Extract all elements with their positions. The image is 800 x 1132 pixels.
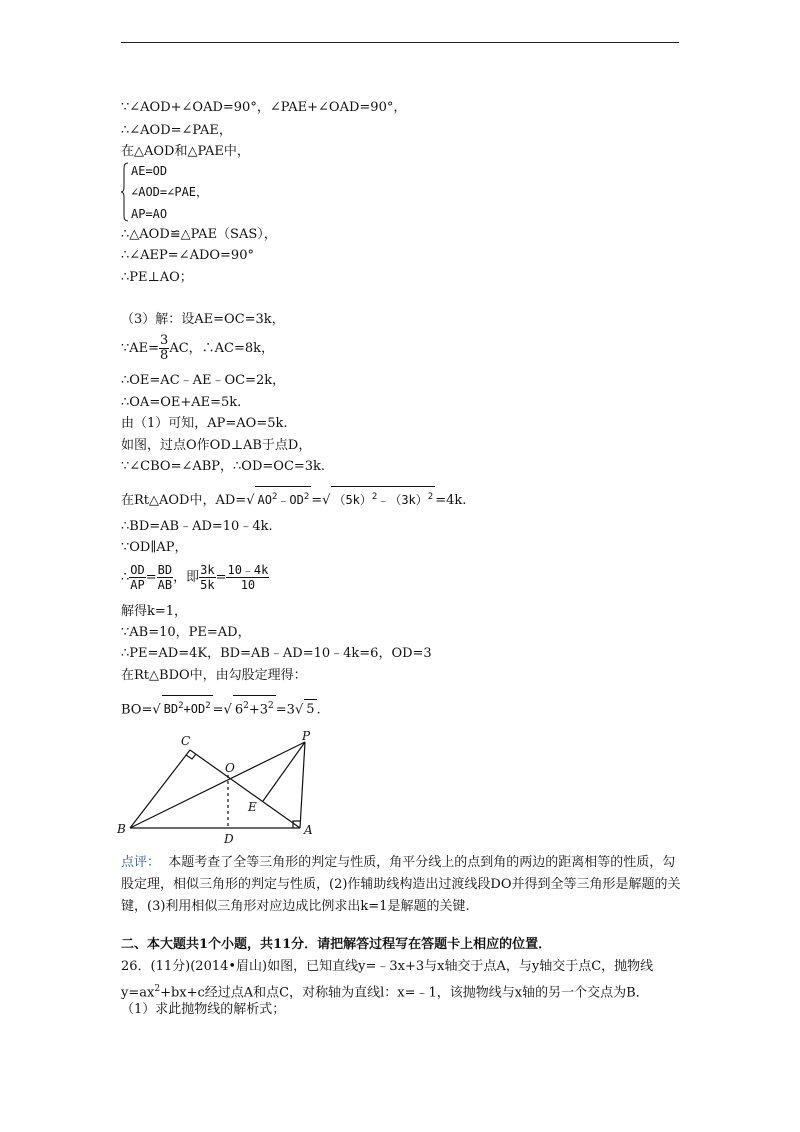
radicand-text: （5k） [333, 493, 372, 507]
fraction-numerator: OD [130, 563, 145, 577]
sqrt-radicand: 5 [304, 699, 316, 720]
exponent: 2 [271, 492, 278, 502]
fraction [159, 334, 169, 363]
system-line: AP=AO [131, 207, 168, 221]
text-fragment: 在Rt△AOD中，AD= [121, 493, 247, 508]
text-fragment: = [212, 702, 224, 718]
exponent: 2 [303, 492, 310, 502]
sqrt-sign: √ [322, 493, 331, 508]
exponent: 2 [371, 492, 378, 502]
text-fragment: ∵AE= [121, 341, 160, 356]
exponent: 2 [427, 492, 434, 502]
fraction-denominator: 5k [200, 578, 215, 592]
text-fragment: BO= [121, 702, 153, 718]
text-line [121, 560, 269, 596]
text-fragment: =4k. [435, 493, 467, 508]
section-heading: 二、本大题共1个小题，共11分．请把解答过程写在答题卡上相应的位置． [121, 937, 552, 952]
text-line: ∴∠AOD=∠PAE， [121, 123, 232, 138]
fraction-denominator: AB [157, 578, 173, 592]
fraction-numerator: BD [157, 563, 173, 577]
text-fragment: AC，∴AC=8k， [169, 341, 275, 356]
text-line [121, 695, 321, 720]
text-line: ∴BD=AB﹣AD=10﹣4k. [121, 519, 273, 534]
radicand-text: ﹣（3k） [377, 493, 428, 507]
question-line: （1）求此抛物线的解析式； [121, 1002, 286, 1017]
text-line: 在△AOD和△PAE中， [121, 144, 250, 159]
sqrt-radicand [255, 486, 311, 510]
sqrt-sign: √ [152, 702, 161, 718]
radicand-text: +3 [248, 702, 269, 718]
point-label-A: A [304, 823, 313, 837]
radicand-text: 6 [234, 702, 244, 718]
comment-block [121, 852, 681, 918]
exponent: 2 [268, 701, 274, 711]
text-line: （3）解：设AE=OC=3k， [121, 312, 285, 327]
text-fragment: = [215, 570, 227, 585]
comment-label: 点评： [121, 855, 161, 870]
text-line: ∵AB=10，PE=AD， [121, 625, 251, 640]
text-line: ∵OD∥AP， [121, 540, 188, 555]
point-label-D: D [224, 832, 234, 846]
sqrt-sign: √ [223, 702, 232, 718]
segment-CA [190, 750, 300, 828]
comment-text: 本题考查了全等三角形的判定与性质，角平分线上的点到角的两边的距离相等的性质，勾股定理，相似三角形的判定与性质，(2)作辅助线构造出过渡线段DO并得到全等三角形是解题的关键，(3)利用相似三角形对应边成比例求出k=1是解题的关键. [121, 855, 681, 914]
fraction-numerator: 3 [160, 333, 169, 348]
point-label-C: C [181, 734, 191, 748]
radicand-text: +OD [183, 702, 206, 717]
sqrt-sign: √ [246, 493, 255, 508]
exponent: 2 [178, 701, 184, 712]
text-fragment: = [311, 493, 323, 508]
text-line: ∵∠CBO=∠ABP，∴OD=OC=3k. [121, 459, 326, 474]
text-fragment: y=ax [121, 985, 155, 1001]
text-line: ∴△AOD≌△PAE（SAS）， [121, 227, 277, 242]
text-line: 由（1）可知，AP=AO=5k. [121, 416, 288, 431]
text-line: 解得k=1， [121, 604, 188, 619]
text-line: ∴OA=OE+AE=5k. [121, 395, 242, 410]
right-angle-mark-C [186, 754, 196, 759]
exponent: 2 [205, 701, 211, 712]
radicand-text: AO [257, 493, 272, 507]
fraction [157, 563, 173, 592]
sqrt-sign: √ [294, 702, 304, 718]
text-line: 在Rt△BDO中，由勾股定理得： [121, 668, 307, 683]
point-label-P: P [302, 730, 311, 743]
system-line: ∠AOD=∠PAE， [131, 185, 209, 199]
question-line: 26．(11分)(2014•眉山)如图，已知直线y=﹣3x+3与x轴交于点A，与y轴交于点C，抛物线 [121, 959, 654, 974]
text-line: ∴∠AEP=∠ADO=90° [121, 248, 254, 263]
fraction [199, 563, 215, 592]
text-fragment: ，即 [173, 570, 200, 585]
point-label-O: O [225, 761, 235, 775]
segment-AP [300, 742, 305, 828]
text-line: 如图，过点O作OD⊥AB于点D， [121, 438, 312, 453]
text-fragment: = [145, 570, 157, 585]
text-line: ∴PE=AD=4K，BD=AB﹣AD=10﹣4k=6，OD=3 [121, 646, 432, 661]
fraction-denominator: 8 [160, 348, 169, 363]
question-line [121, 981, 649, 1001]
text-line [121, 486, 466, 511]
text-fragment: +bx+c经过点A和点C，对称轴为直线l：x=﹣1，该抛物线与x轴的另一个交点为B． [160, 985, 649, 1001]
text-fragment: . [316, 702, 321, 718]
fraction-numerator: 3k [200, 563, 215, 577]
text-line: ∴OE=AC﹣AE﹣OC=2k， [121, 373, 286, 388]
fraction-numerator: 10﹣4k [227, 563, 269, 577]
fraction-denominator: AP [130, 578, 145, 592]
system-line: AE=OD [131, 164, 168, 178]
fraction-denominator: 10 [240, 578, 256, 592]
header-rule [121, 42, 679, 43]
segment-PE [263, 742, 305, 801]
text-line: ∵∠AOD+∠OAD=90°，∠PAE+∠OAD=90°， [121, 100, 407, 115]
system-brace [121, 162, 129, 222]
segment-BC [130, 750, 190, 828]
radicand-text: BD [163, 702, 179, 717]
exponent: 2 [243, 701, 249, 711]
sqrt-radicand [331, 486, 435, 510]
sqrt-radicand [162, 695, 213, 719]
text-fragment: ∴ [121, 570, 130, 585]
geometry-figure [115, 730, 330, 848]
text-line [121, 334, 274, 364]
point-label-B: B [117, 822, 126, 836]
radicand-text: ﹣OD [277, 493, 304, 507]
segment-BP [130, 742, 305, 828]
exponent: 2 [154, 984, 161, 994]
text-line: ∴PE⊥AO； [121, 270, 193, 285]
fraction [129, 563, 145, 592]
sqrt-radicand [233, 695, 276, 720]
point-label-E: E [248, 800, 257, 814]
fraction [226, 563, 269, 592]
text-fragment: =3 [275, 702, 295, 718]
